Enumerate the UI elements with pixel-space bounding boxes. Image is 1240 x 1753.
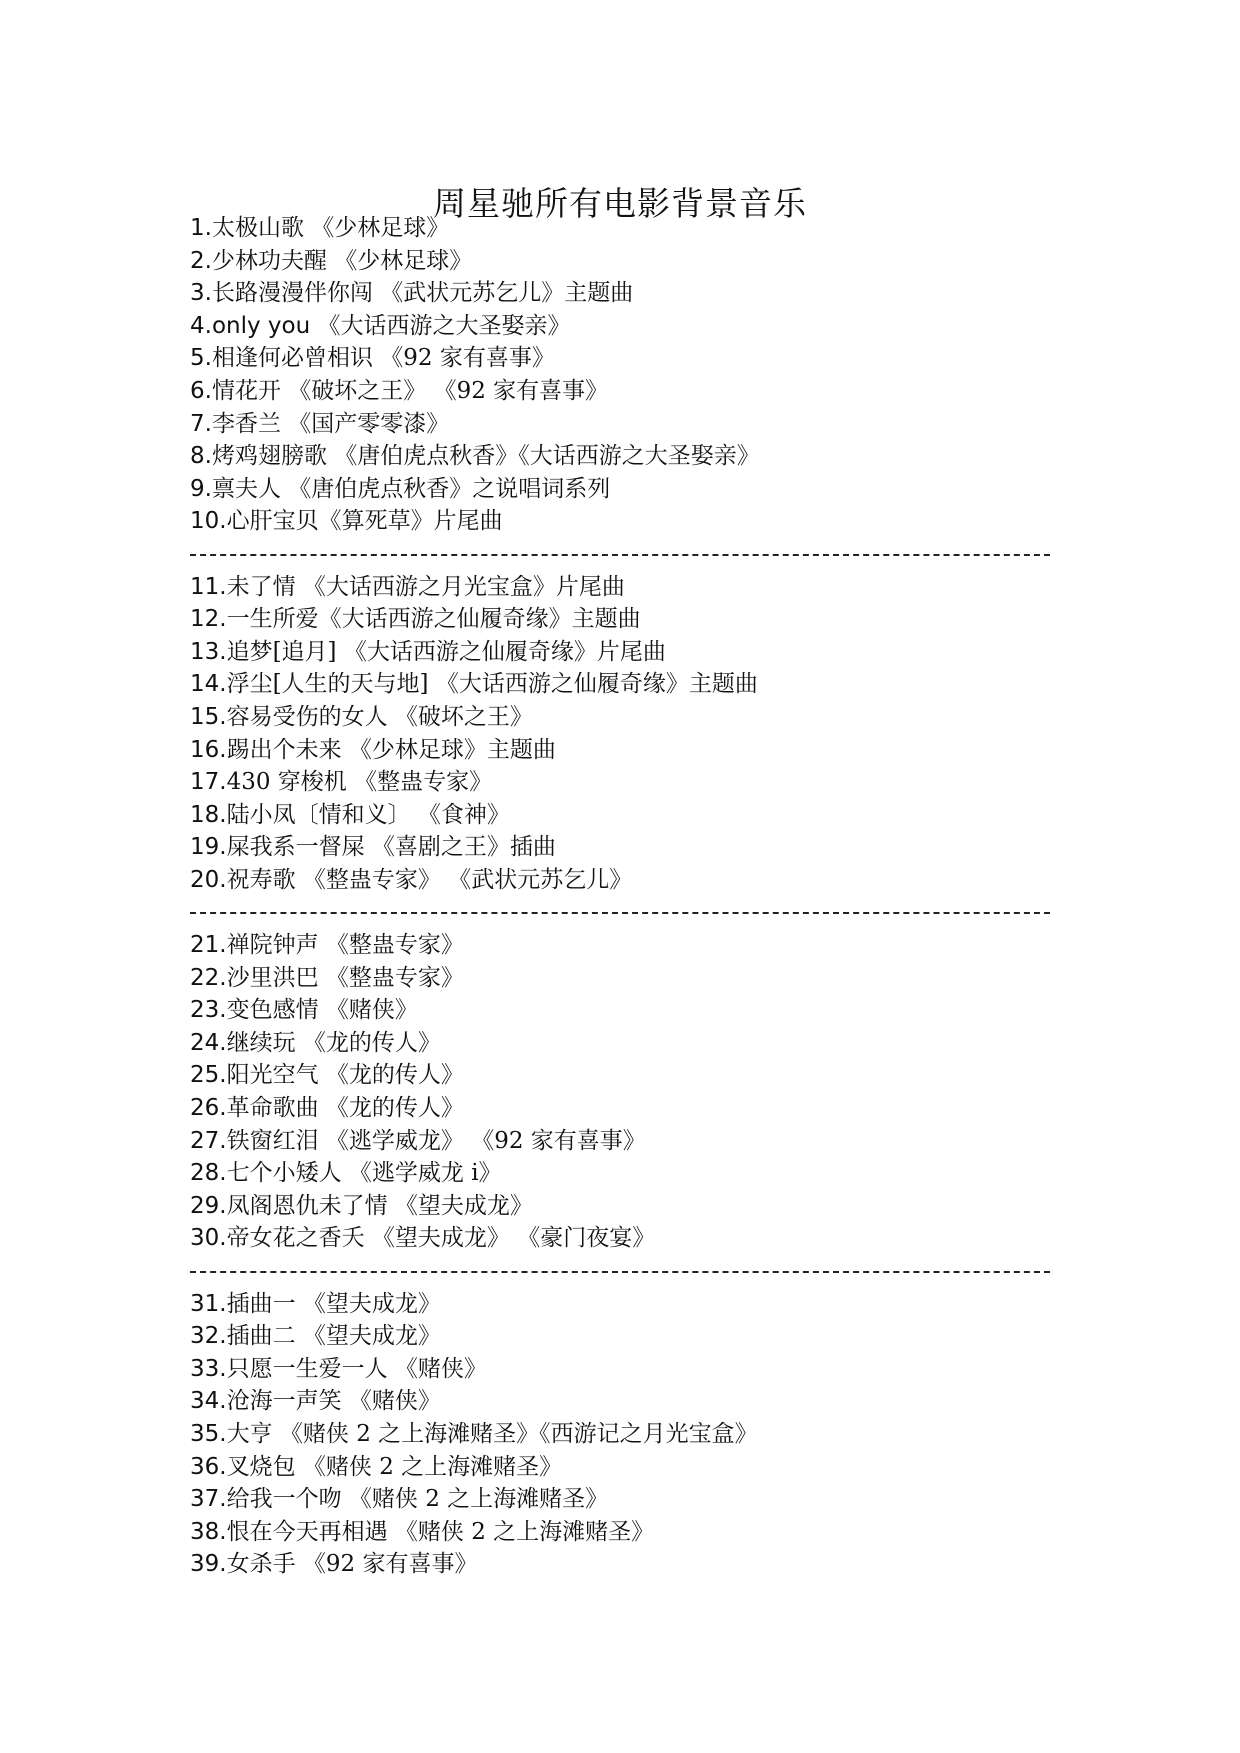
item-number: 16. bbox=[190, 736, 227, 763]
item-text: 陆小凤〔情和义〕 《食神》 bbox=[226, 801, 510, 828]
list-item bbox=[190, 342, 1070, 375]
list-item bbox=[190, 1157, 1070, 1190]
item-text: 七个小矮人 《逃学威龙 i》 bbox=[226, 1160, 502, 1187]
item-number: 35. bbox=[190, 1420, 227, 1447]
item-text: 大亨 《赌侠 2 之上海滩赌圣》《西游记之月光宝盒》 bbox=[226, 1420, 758, 1447]
list-item bbox=[190, 799, 1070, 832]
item-text: 给我一个吻 《赌侠 2 之上海滩赌圣》 bbox=[226, 1486, 609, 1513]
item-number: 34. bbox=[190, 1388, 227, 1415]
item-text: 铁窗红泪 《逃学威龙》 《92 家有喜事》 bbox=[226, 1127, 646, 1154]
list-item bbox=[190, 505, 1070, 538]
item-text: 恨在今天再相遇 《赌侠 2 之上海滩赌圣》 bbox=[226, 1518, 655, 1545]
item-number: 37. bbox=[190, 1486, 227, 1513]
list-item bbox=[190, 375, 1070, 408]
item-number: 10. bbox=[190, 508, 227, 535]
item-text: 情花开 《破坏之王》 《92 家有喜事》 bbox=[211, 377, 609, 404]
item-number: 26. bbox=[190, 1095, 227, 1122]
item-number: 14. bbox=[190, 671, 227, 698]
item-number: 3. bbox=[190, 280, 212, 307]
item-number: 24. bbox=[190, 1029, 227, 1056]
item-text: 430 穿梭机 《整蛊专家》 bbox=[226, 769, 493, 796]
item-text: 祝寿歌 《整蛊专家》 《武状元苏乞儿》 bbox=[226, 866, 633, 893]
item-number: 22. bbox=[190, 964, 227, 991]
list-item bbox=[190, 245, 1070, 278]
list-item bbox=[190, 277, 1070, 310]
item-text: 屎我系一督屎 《喜剧之王》插曲 bbox=[226, 834, 556, 861]
item-text: 少林功夫醒 《少林足球》 bbox=[211, 247, 473, 274]
item-text: 叉烧包 《赌侠 2 之上海滩赌圣》 bbox=[226, 1453, 563, 1480]
list-item bbox=[190, 440, 1070, 473]
item-text: 长路漫漫伴你闯 《武状元苏乞儿》主题曲 bbox=[211, 280, 634, 307]
list-item bbox=[190, 1288, 1070, 1321]
list-item bbox=[190, 1548, 1070, 1581]
list-item bbox=[190, 636, 1070, 669]
item-text: 李香兰 《国产零零漆》 bbox=[211, 410, 450, 437]
item-number: 21. bbox=[190, 932, 227, 959]
list-item bbox=[190, 1222, 1070, 1255]
item-number: 5. bbox=[190, 345, 212, 372]
item-text: 沧海一声笑 《赌侠》 bbox=[226, 1388, 441, 1415]
item-number: 18. bbox=[190, 801, 227, 828]
list-item bbox=[190, 1385, 1070, 1418]
item-number: 27. bbox=[190, 1127, 227, 1154]
item-text: 浮尘[人生的天与地] 《大话西游之仙履奇缘》主题曲 bbox=[226, 671, 758, 698]
list-item bbox=[190, 1451, 1070, 1484]
list-item bbox=[190, 212, 1070, 245]
item-number: 4. bbox=[190, 312, 212, 339]
item-text: 只愿一生爱一人 《赌侠》 bbox=[226, 1355, 487, 1382]
list-item bbox=[190, 1027, 1070, 1060]
list-item bbox=[190, 1418, 1070, 1451]
item-number: 2. bbox=[190, 247, 212, 274]
item-number: 28. bbox=[190, 1160, 227, 1187]
item-number: 13. bbox=[190, 638, 227, 665]
item-number: 30. bbox=[190, 1225, 227, 1252]
item-number: 17. bbox=[190, 769, 227, 796]
section-divider bbox=[190, 896, 1070, 929]
item-number: 12. bbox=[190, 606, 227, 633]
item-text: 继续玩 《龙的传人》 bbox=[226, 1029, 441, 1056]
list-item bbox=[190, 1320, 1070, 1353]
list-item bbox=[190, 766, 1070, 799]
item-text: 禅院钟声 《整蛊专家》 bbox=[226, 932, 464, 959]
item-text: 太极山歌 《少林足球》 bbox=[211, 215, 450, 241]
item-number: 8. bbox=[190, 443, 212, 470]
section-divider bbox=[190, 538, 1070, 571]
list-item bbox=[190, 1125, 1070, 1158]
item-number: 9. bbox=[190, 475, 212, 502]
song-list bbox=[190, 212, 1070, 1581]
item-text: 心肝宝贝《算死草》片尾曲 bbox=[226, 508, 503, 535]
list-item bbox=[190, 994, 1070, 1027]
list-item bbox=[190, 734, 1070, 767]
item-number: 33. bbox=[190, 1355, 227, 1382]
item-number: 29. bbox=[190, 1192, 227, 1219]
list-item bbox=[190, 408, 1070, 441]
list-item bbox=[190, 701, 1070, 734]
item-number: 25. bbox=[190, 1062, 227, 1089]
item-number: 31. bbox=[190, 1290, 227, 1317]
item-text: 插曲二 《望夫成龙》 bbox=[226, 1323, 441, 1350]
item-text: 相逢何必曾相识 《92 家有喜事》 bbox=[211, 345, 555, 372]
list-item bbox=[190, 473, 1070, 506]
item-text: 容易受伤的女人 《破坏之王》 bbox=[226, 703, 533, 730]
item-number: 36. bbox=[190, 1453, 227, 1480]
item-text: 未了情 《大话西游之月光宝盒》片尾曲 bbox=[226, 573, 625, 600]
item-text: 凤阁恩仇未了情 《望夫成龙》 bbox=[226, 1192, 533, 1219]
item-number: 38. bbox=[190, 1518, 227, 1545]
item-text: 插曲一 《望夫成龙》 bbox=[226, 1290, 441, 1317]
item-text: 女杀手 《92 家有喜事》 bbox=[226, 1551, 478, 1578]
list-item bbox=[190, 1483, 1070, 1516]
item-number: 6. bbox=[190, 377, 212, 404]
item-number: 19. bbox=[190, 834, 227, 861]
list-item bbox=[190, 1190, 1070, 1223]
item-number: 39. bbox=[190, 1551, 227, 1578]
item-text: only you 《大话西游之大圣娶亲》 bbox=[211, 312, 571, 339]
item-number: 1. bbox=[190, 215, 212, 241]
list-item bbox=[190, 603, 1070, 636]
section-divider bbox=[190, 1255, 1070, 1288]
item-number: 20. bbox=[190, 866, 227, 893]
item-text: 阳光空气 《龙的传人》 bbox=[226, 1062, 464, 1089]
item-text: 禀夫人 《唐伯虎点秋香》之说唱词系列 bbox=[211, 475, 611, 502]
list-item bbox=[190, 962, 1070, 995]
item-text: 踢出个未来 《少林足球》主题曲 bbox=[226, 736, 556, 763]
item-text: 追梦[追月] 《大话西游之仙履奇缘》片尾曲 bbox=[226, 638, 666, 665]
item-text: 革命歌曲 《龙的传人》 bbox=[226, 1095, 464, 1122]
list-item bbox=[190, 929, 1070, 962]
page-title: 周星驰所有电影背景音乐 bbox=[433, 184, 807, 224]
list-item bbox=[190, 864, 1070, 897]
item-number: 11. bbox=[190, 573, 227, 600]
item-text: 沙里洪巴 《整蛊专家》 bbox=[226, 964, 464, 991]
item-number: 7. bbox=[190, 410, 212, 437]
item-number: 23. bbox=[190, 997, 227, 1024]
item-text: 烤鸡翅膀歌 《唐伯虎点秋香》《大话西游之大圣娶亲》 bbox=[211, 443, 760, 470]
list-item bbox=[190, 1516, 1070, 1549]
item-number: 32. bbox=[190, 1323, 227, 1350]
list-item bbox=[190, 310, 1070, 343]
item-text: 变色感情 《赌侠》 bbox=[226, 997, 418, 1024]
item-text: 一生所爱《大话西游之仙履奇缘》主题曲 bbox=[226, 606, 641, 633]
list-item bbox=[190, 1092, 1070, 1125]
item-number: 15. bbox=[190, 703, 227, 730]
list-item bbox=[190, 1059, 1070, 1092]
item-text: 帝女花之香夭 《望夫成龙》 《豪门夜宴》 bbox=[226, 1225, 656, 1252]
list-item bbox=[190, 831, 1070, 864]
list-item bbox=[190, 1353, 1070, 1386]
list-item bbox=[190, 668, 1070, 701]
list-item bbox=[190, 571, 1070, 604]
